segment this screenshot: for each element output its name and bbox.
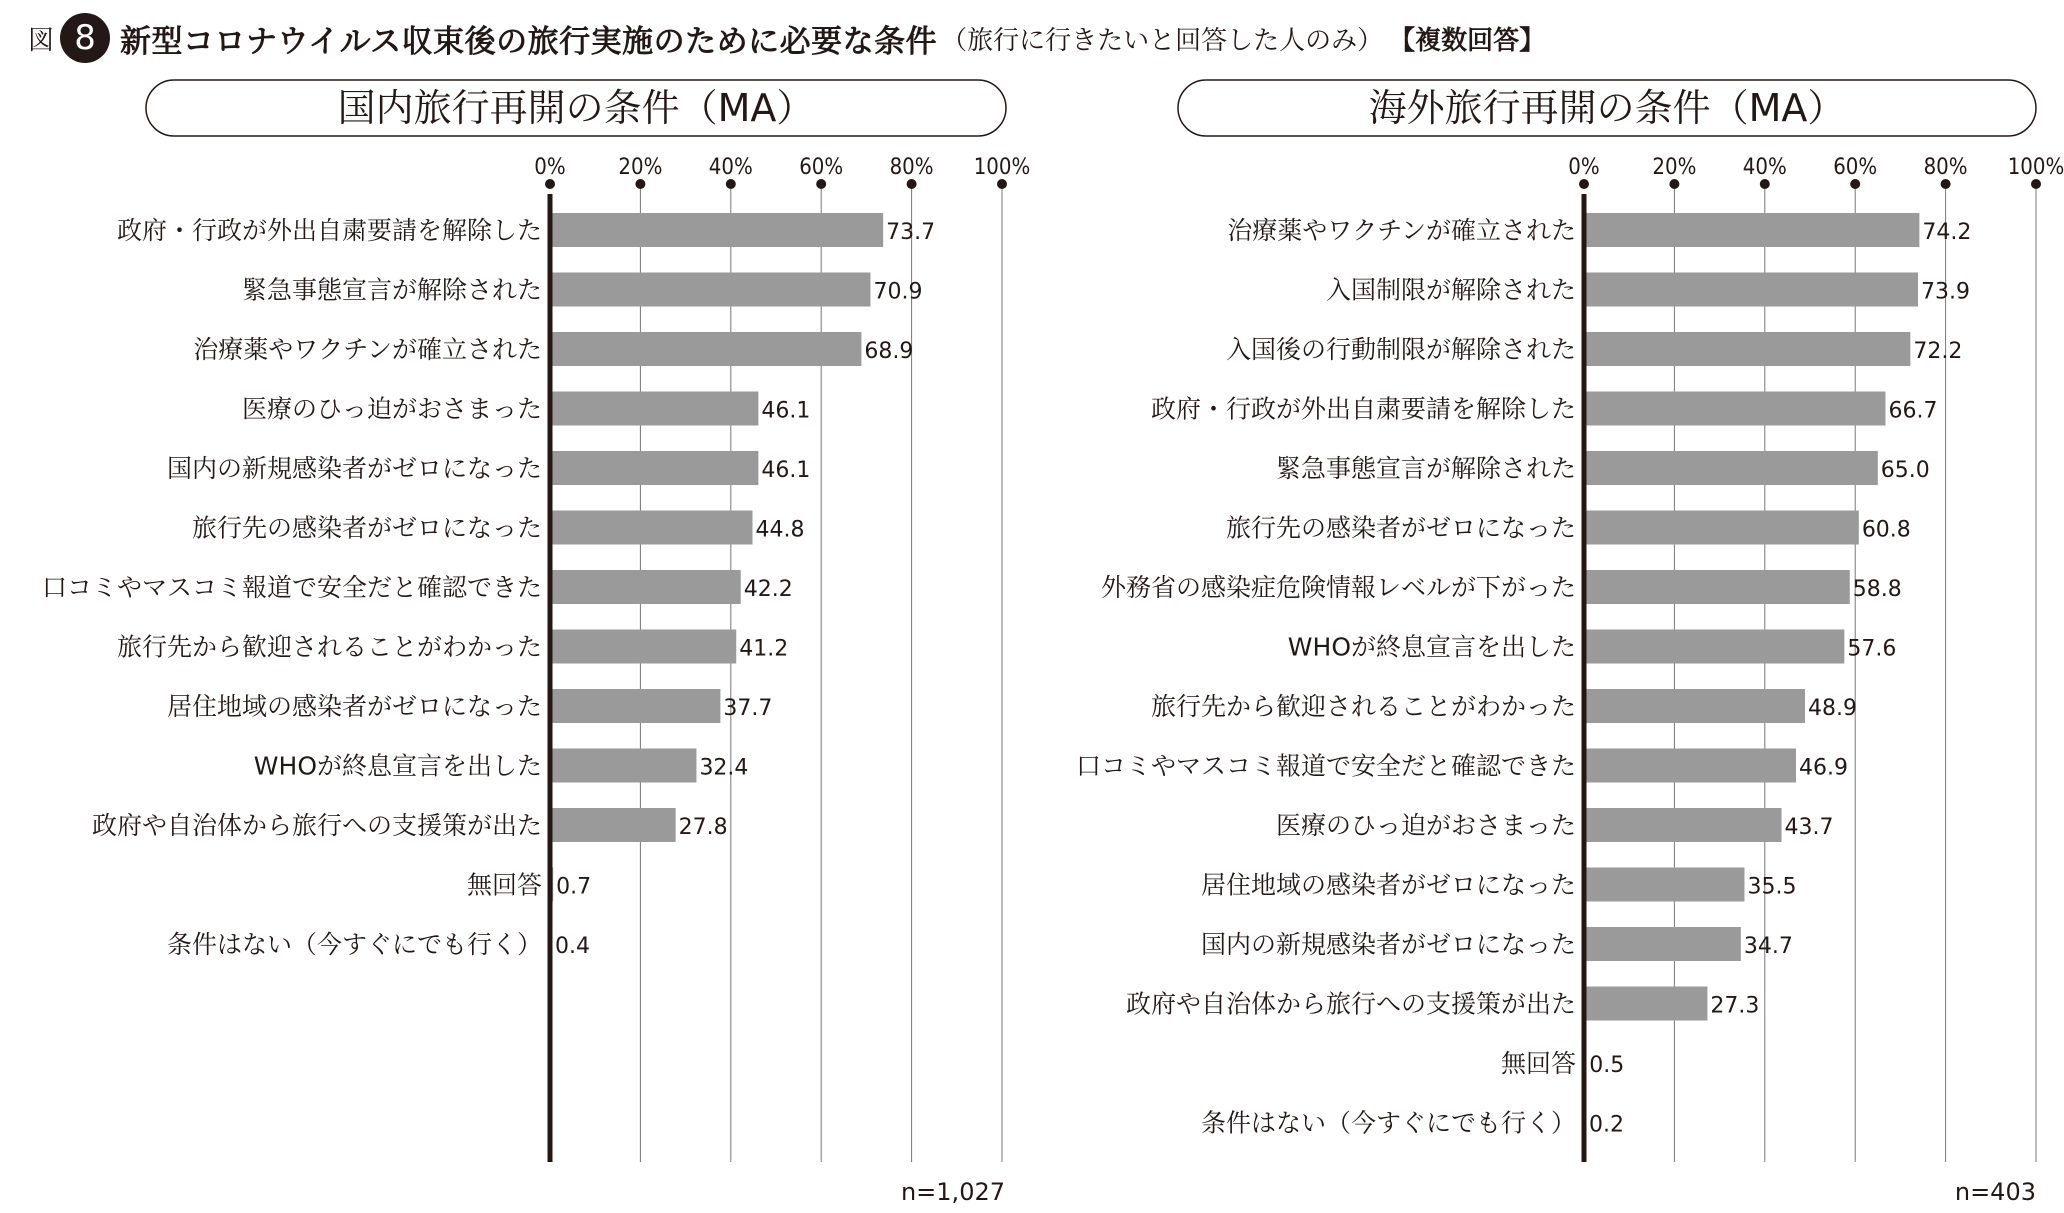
overseas-tick-mark (1850, 179, 1860, 189)
overseas-bar (1584, 927, 1741, 961)
domestic-bar (550, 273, 870, 307)
domestic-value-label: 46.1 (761, 398, 811, 424)
figure-prefix: 図 (28, 25, 55, 56)
overseas-value-label: 57.6 (1847, 636, 1897, 662)
domestic-category-label: 治療薬やワクチンが確立された (193, 335, 542, 364)
overseas-tick-label: 80% (1923, 155, 1968, 180)
domestic-chart-title: 国内旅行再開の条件（MA） (337, 86, 815, 130)
overseas-value-label: 43.7 (1784, 815, 1834, 840)
overseas-bar (1584, 451, 1878, 485)
figure-note: 【複数回答】 (1389, 25, 1546, 56)
overseas-value-label: 74.2 (1922, 220, 1972, 245)
overseas-category-label: 条件はない（今すぐにでも行く） (1200, 1108, 1576, 1138)
overseas-value-label: 73.9 (1921, 279, 1971, 305)
overseas-value-label: 0.2 (1589, 1112, 1624, 1138)
domestic-tick-label: 80% (889, 155, 934, 180)
overseas-category-label: 旅行先から歓迎されることがわかった (1150, 692, 1576, 721)
domestic-tick-label: 60% (799, 155, 844, 180)
domestic-bar (550, 749, 696, 783)
domestic-bar (550, 332, 861, 366)
domestic-category-label: 口コミやマスコミ報道で安全だと確認できた (41, 573, 542, 602)
domestic-value-label: 41.2 (739, 636, 789, 662)
overseas-bar (1584, 511, 1859, 545)
overseas-value-label: 60.8 (1861, 517, 1911, 543)
domestic-chart (42, 80, 1030, 1206)
overseas-value-label: 58.8 (1852, 577, 1902, 602)
domestic-tick-mark (816, 179, 826, 189)
overseas-bar (1584, 689, 1805, 723)
overseas-bar (1584, 808, 1782, 842)
domestic-tick-label: 0% (534, 155, 566, 180)
overseas-category-label: 旅行先の感染者がゼロになった (1225, 513, 1576, 543)
domestic-value-label: 37.7 (723, 696, 773, 721)
overseas-category-label: 政府・行政が外出自粛要請を解除した (1150, 394, 1576, 424)
overseas-tick-mark (2031, 179, 2041, 189)
domestic-category-label: 緊急事態宣言が解除された (241, 275, 542, 305)
overseas-tick-mark (1579, 179, 1589, 189)
overseas-tick-mark (1669, 179, 1679, 189)
domestic-category-label: 居住地域の感染者がゼロになった (166, 692, 542, 721)
domestic-category-label: 旅行先から歓迎されることがわかった (116, 632, 542, 662)
domestic-tick-label: 20% (618, 155, 663, 180)
overseas-value-label: 35.5 (1747, 874, 1797, 900)
overseas-category-label: 外務省の感染症危険情報レベルが下がった (1100, 573, 1576, 602)
overseas-tick-label: 0% (1568, 155, 1600, 180)
overseas-bar (1584, 630, 1844, 664)
domestic-bar (550, 451, 758, 485)
overseas-chart-title: 海外旅行再開の条件（MA） (1368, 86, 1846, 130)
overseas-sample-size: n=403 (1954, 1178, 2036, 1206)
overseas-bar (1584, 570, 1850, 604)
domestic-tick-label: 100% (973, 155, 1031, 180)
domestic-bar (550, 392, 758, 426)
domestic-value-label: 32.4 (699, 755, 749, 781)
overseas-category-label: 口コミやマスコミ報道で安全だと確認できた (1075, 751, 1576, 781)
domestic-category-label: WHOが終息宣言を出した (253, 751, 542, 781)
domestic-category-label: 無回答 (466, 870, 542, 900)
overseas-category-label: 政府や自治体から旅行への支援策が出た (1125, 989, 1576, 1019)
overseas-category-label: 緊急事態宣言が解除された (1275, 454, 1576, 483)
overseas-tick-label: 20% (1652, 155, 1697, 180)
overseas-category-label: 入国制限が解除された (1325, 275, 1576, 305)
domestic-value-label: 0.4 (555, 934, 590, 959)
domestic-value-label: 27.8 (678, 815, 728, 840)
domestic-tick-mark (635, 179, 645, 189)
domestic-category-label: 旅行先の感染者がゼロになった (191, 513, 542, 543)
domestic-value-label: 70.9 (873, 279, 923, 305)
domestic-tick-label: 40% (708, 155, 753, 180)
overseas-category-label: 国内の新規感染者がゼロになった (1200, 930, 1576, 959)
overseas-bar (1584, 273, 1918, 307)
domestic-bar (550, 213, 883, 247)
domestic-tick-mark (726, 179, 736, 189)
domestic-value-label: 42.2 (743, 577, 793, 602)
overseas-value-label: 65.0 (1880, 458, 1930, 483)
overseas-category-label: 居住地域の感染者がゼロになった (1200, 870, 1576, 900)
overseas-tick-mark (1941, 179, 1951, 189)
overseas-value-label: 27.3 (1710, 993, 1760, 1019)
domestic-category-label: 政府や自治体から旅行への支援策が出た (91, 811, 542, 840)
overseas-value-label: 72.2 (1913, 339, 1963, 364)
overseas-bar (1584, 868, 1744, 902)
domestic-value-label: 0.7 (556, 874, 592, 900)
overseas-tick-mark (1760, 179, 1770, 189)
overseas-category-label: 無回答 (1500, 1049, 1576, 1078)
overseas-category-label: 入国後の行動制限が解除された (1225, 335, 1576, 364)
domestic-bar (550, 511, 752, 545)
overseas-bar (1584, 987, 1707, 1021)
domestic-sample-size: n=1,027 (900, 1178, 1005, 1206)
overseas-value-label: 0.5 (1589, 1053, 1625, 1078)
overseas-category-label: WHOが終息宣言を出した (1287, 632, 1576, 662)
figure-title: 新型コロナウイルス収束後の旅行実施のために必要な条件 (120, 23, 938, 60)
domestic-category-label: 国内の新規感染者がゼロになった (166, 454, 542, 483)
overseas-bar (1584, 332, 1910, 366)
overseas-bar (1584, 749, 1796, 783)
overseas-category-label: 医療のひっ迫がおさまった (1275, 811, 1576, 840)
figure-number-badge: 8 (60, 13, 110, 63)
domestic-bar (550, 630, 736, 664)
overseas-bar (1584, 392, 1885, 426)
domestic-category-label: 医療のひっ迫がおさまった (241, 394, 542, 424)
domestic-value-label: 68.9 (864, 339, 914, 364)
overseas-tick-label: 40% (1742, 155, 1787, 180)
overseas-value-label: 34.7 (1743, 934, 1793, 959)
domestic-tick-mark (997, 179, 1007, 189)
overseas-category-label: 治療薬やワクチンが確立された (1227, 216, 1576, 245)
domestic-category-label: 政府・行政が外出自粛要請を解除した (116, 216, 542, 245)
domestic-tick-mark (545, 179, 555, 189)
domestic-value-label: 44.8 (755, 517, 805, 543)
overseas-tick-label: 60% (1833, 155, 1878, 180)
overseas-tick-label: 100% (2007, 155, 2064, 180)
overseas-value-label: 48.9 (1808, 696, 1858, 721)
domestic-bar (550, 570, 741, 604)
figure-subtitle: （旅行に行きたいと回答した人のみ） (941, 25, 1384, 56)
domestic-bar (550, 808, 676, 842)
overseas-value-label: 66.7 (1888, 398, 1938, 424)
domestic-category-label: 条件はない（今すぐにでも行く） (166, 930, 542, 959)
domestic-bar (550, 689, 720, 723)
domestic-tick-mark (907, 179, 917, 189)
overseas-value-label: 46.9 (1798, 755, 1848, 781)
overseas-bar (1584, 213, 1919, 247)
overseas-chart (1076, 80, 2064, 1206)
domestic-value-label: 73.7 (886, 220, 936, 245)
domestic-value-label: 46.1 (761, 458, 811, 483)
